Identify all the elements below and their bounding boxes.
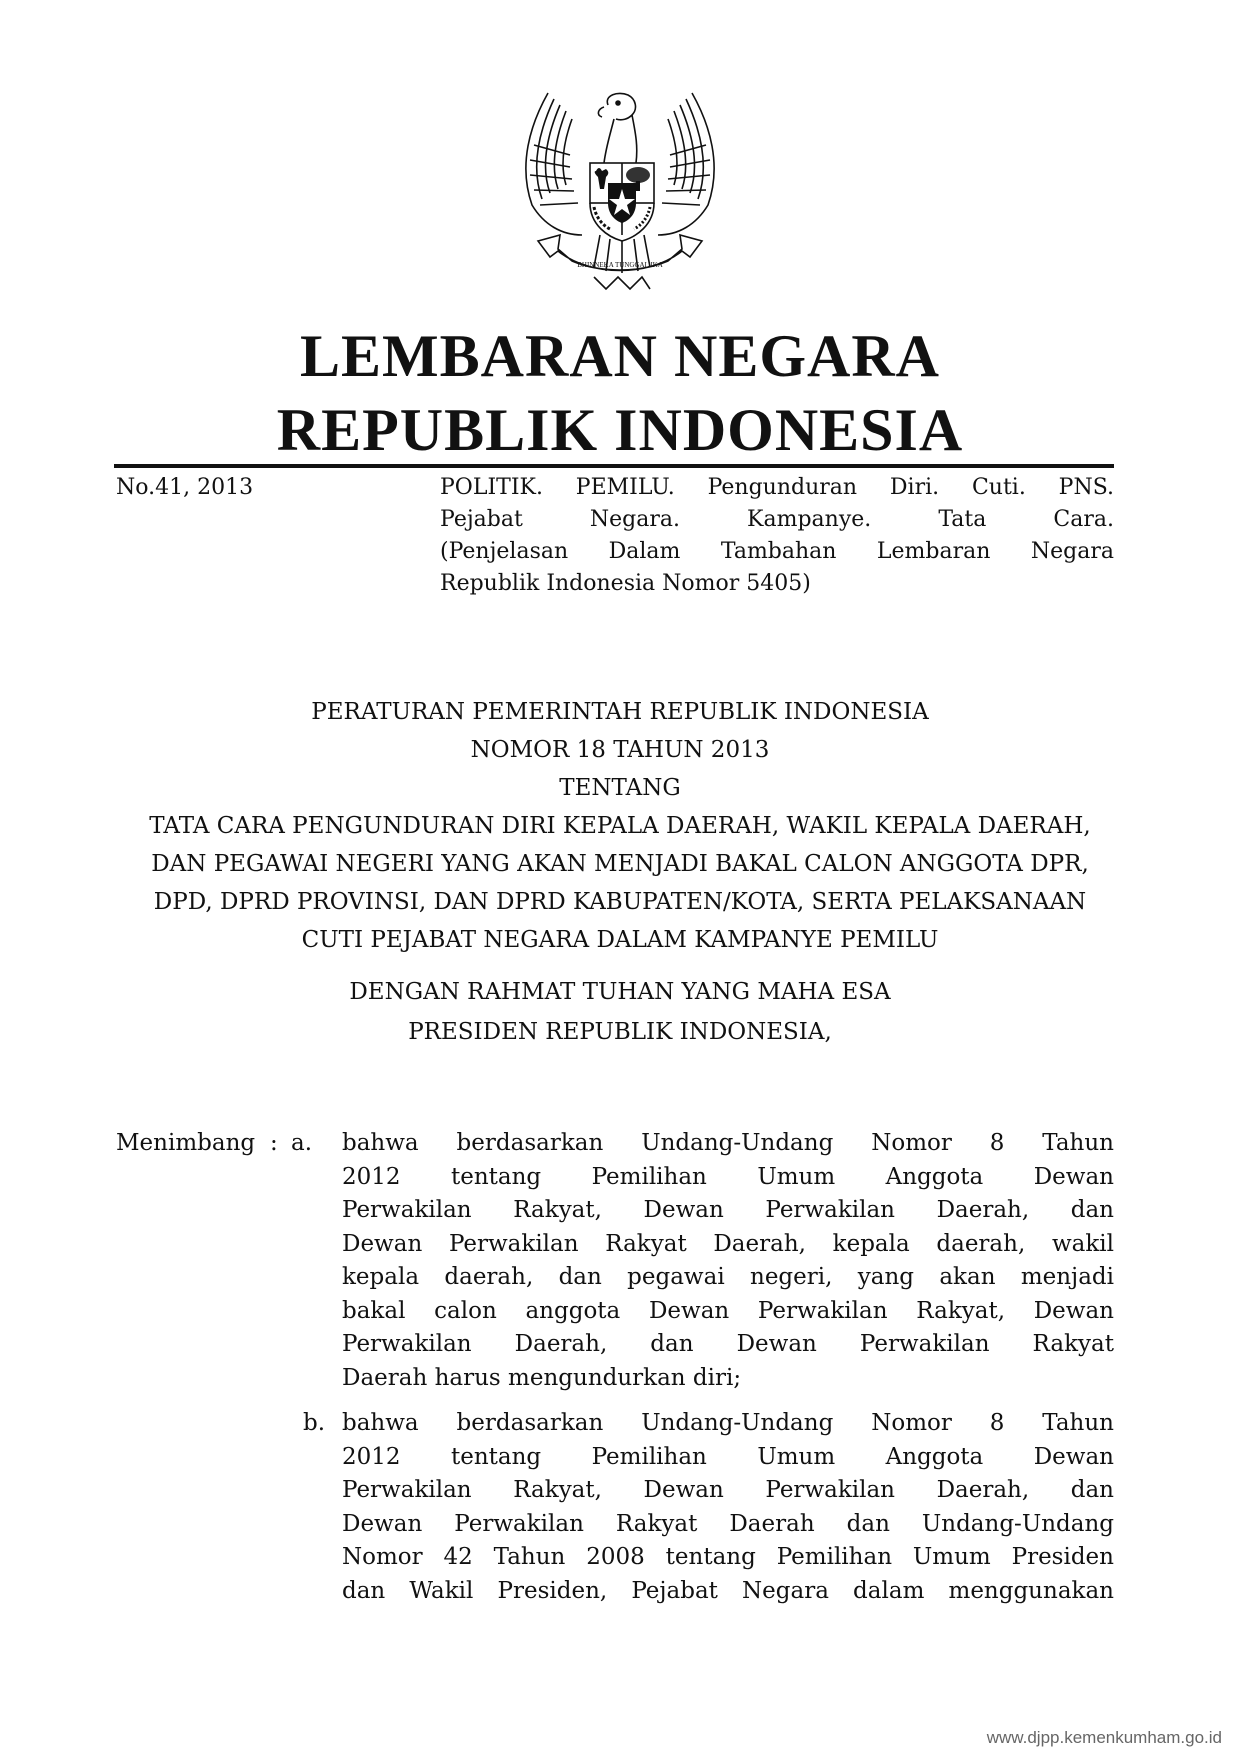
masthead-title-line1: LEMBARAN NEGARA — [299, 323, 941, 389]
garuda-emblem-icon — [510, 85, 730, 300]
item-line: Dewan Perwakilan Rakyat Daerah dan Undang-Undang — [342, 1510, 1114, 1537]
item-line: dan Wakil Presiden, Pejabat Negara dalam menggunakan — [342, 1577, 1114, 1604]
invocation-block — [80, 972, 1160, 1052]
consideration-item-b — [116, 1407, 1114, 1608]
item-line: Dewan Perwakilan Rakyat Daerah, kepala daerah, wakil — [342, 1230, 1114, 1257]
regulation-title-line: CUTI PEJABAT NEGARA DALAM KAMPANYE PEMILU — [301, 927, 939, 953]
item-line: Perwakilan Rakyat, Dewan Perwakilan Daerah, dan — [342, 1477, 1114, 1503]
item-line: kepala daerah, dan pegawai negeri, yang akan menjadi — [342, 1264, 1114, 1290]
considerations-section — [116, 1127, 1114, 1608]
gazette-number: No.41, 2013 — [116, 475, 254, 500]
regulation-type: PERATURAN PEMERINTAH REPUBLIK INDONESIA — [311, 699, 929, 725]
item-letter: a. — [291, 1130, 313, 1156]
masthead-divider — [114, 464, 1114, 468]
considerations-colon: : — [270, 1130, 278, 1156]
consideration-item-a — [116, 1127, 1114, 1395]
issuer: PRESIDEN REPUBLIK INDONESIA, — [408, 1019, 832, 1045]
subject-line: POLITIK. PEMILU. Pengunduran Diri. Cuti. PNS. — [440, 475, 1114, 500]
subject-line: Pejabat Negara. Kampanye. Tata Cara. — [440, 507, 1114, 532]
item-line: Daerah harus mengundurkan diri; — [342, 1364, 742, 1391]
regulation-number: NOMOR 18 TAHUN 2013 — [470, 737, 770, 763]
masthead-title-line2: REPUBLIK INDONESIA — [276, 397, 964, 463]
invocation: DENGAN RAHMAT TUHAN YANG MAHA ESA — [349, 979, 891, 1005]
considerations-label: Menimbang — [116, 1130, 256, 1156]
regulation-title-line: TATA CARA PENGUNDURAN DIRI KEPALA DAERAH, WAKIL KEPALA DAERAH, — [149, 813, 1091, 839]
item-line: Perwakilan Daerah, dan Dewan Perwakilan Rakyat — [342, 1331, 1114, 1357]
regulation-about: TENTANG — [559, 775, 681, 801]
gazette-subject — [440, 472, 1114, 600]
item-line: Perwakilan Rakyat, Dewan Perwakilan Daerah, dan — [342, 1197, 1114, 1223]
regulation-title-block — [80, 693, 1160, 959]
item-line: Nomor 42 Tahun 2008 tentang Pemilihan Umum Presiden — [342, 1544, 1114, 1570]
motto-text: BHINNEKA TUNGGAL IKA — [577, 261, 663, 269]
item-line: 2012 tentang Pemilihan Umum Anggota Dewan — [342, 1163, 1114, 1190]
item-body — [342, 1127, 1114, 1395]
footer-url: www.djpp.kemenkumham.go.id — [986, 1728, 1222, 1747]
regulation-title-line: DAN PEGAWAI NEGERI YANG AKAN MENJADI BAKAL CALON ANGGOTA DPR, — [151, 851, 1089, 877]
item-line: 2012 tentang Pemilihan Umum Anggota Dewan — [342, 1443, 1114, 1470]
subject-line: Republik Indonesia Nomor 5405) — [440, 571, 811, 596]
item-body — [342, 1407, 1114, 1608]
item-line: bahwa berdasarkan Undang-Undang Nomor 8 Tahun — [342, 1410, 1114, 1436]
subject-line: (Penjelasan Dalam Tambahan Lembaran Negara — [440, 539, 1114, 564]
regulation-title-line: DPD, DPRD PROVINSI, DAN DPRD KABUPATEN/KOTA, SERTA PELAKSANAAN — [153, 889, 1087, 915]
item-line: bakal calon anggota Dewan Perwakilan Rakyat, Dewan — [342, 1297, 1114, 1324]
item-letter: b. — [303, 1410, 326, 1436]
item-line: bahwa berdasarkan Undang-Undang Nomor 8 Tahun — [342, 1130, 1114, 1156]
